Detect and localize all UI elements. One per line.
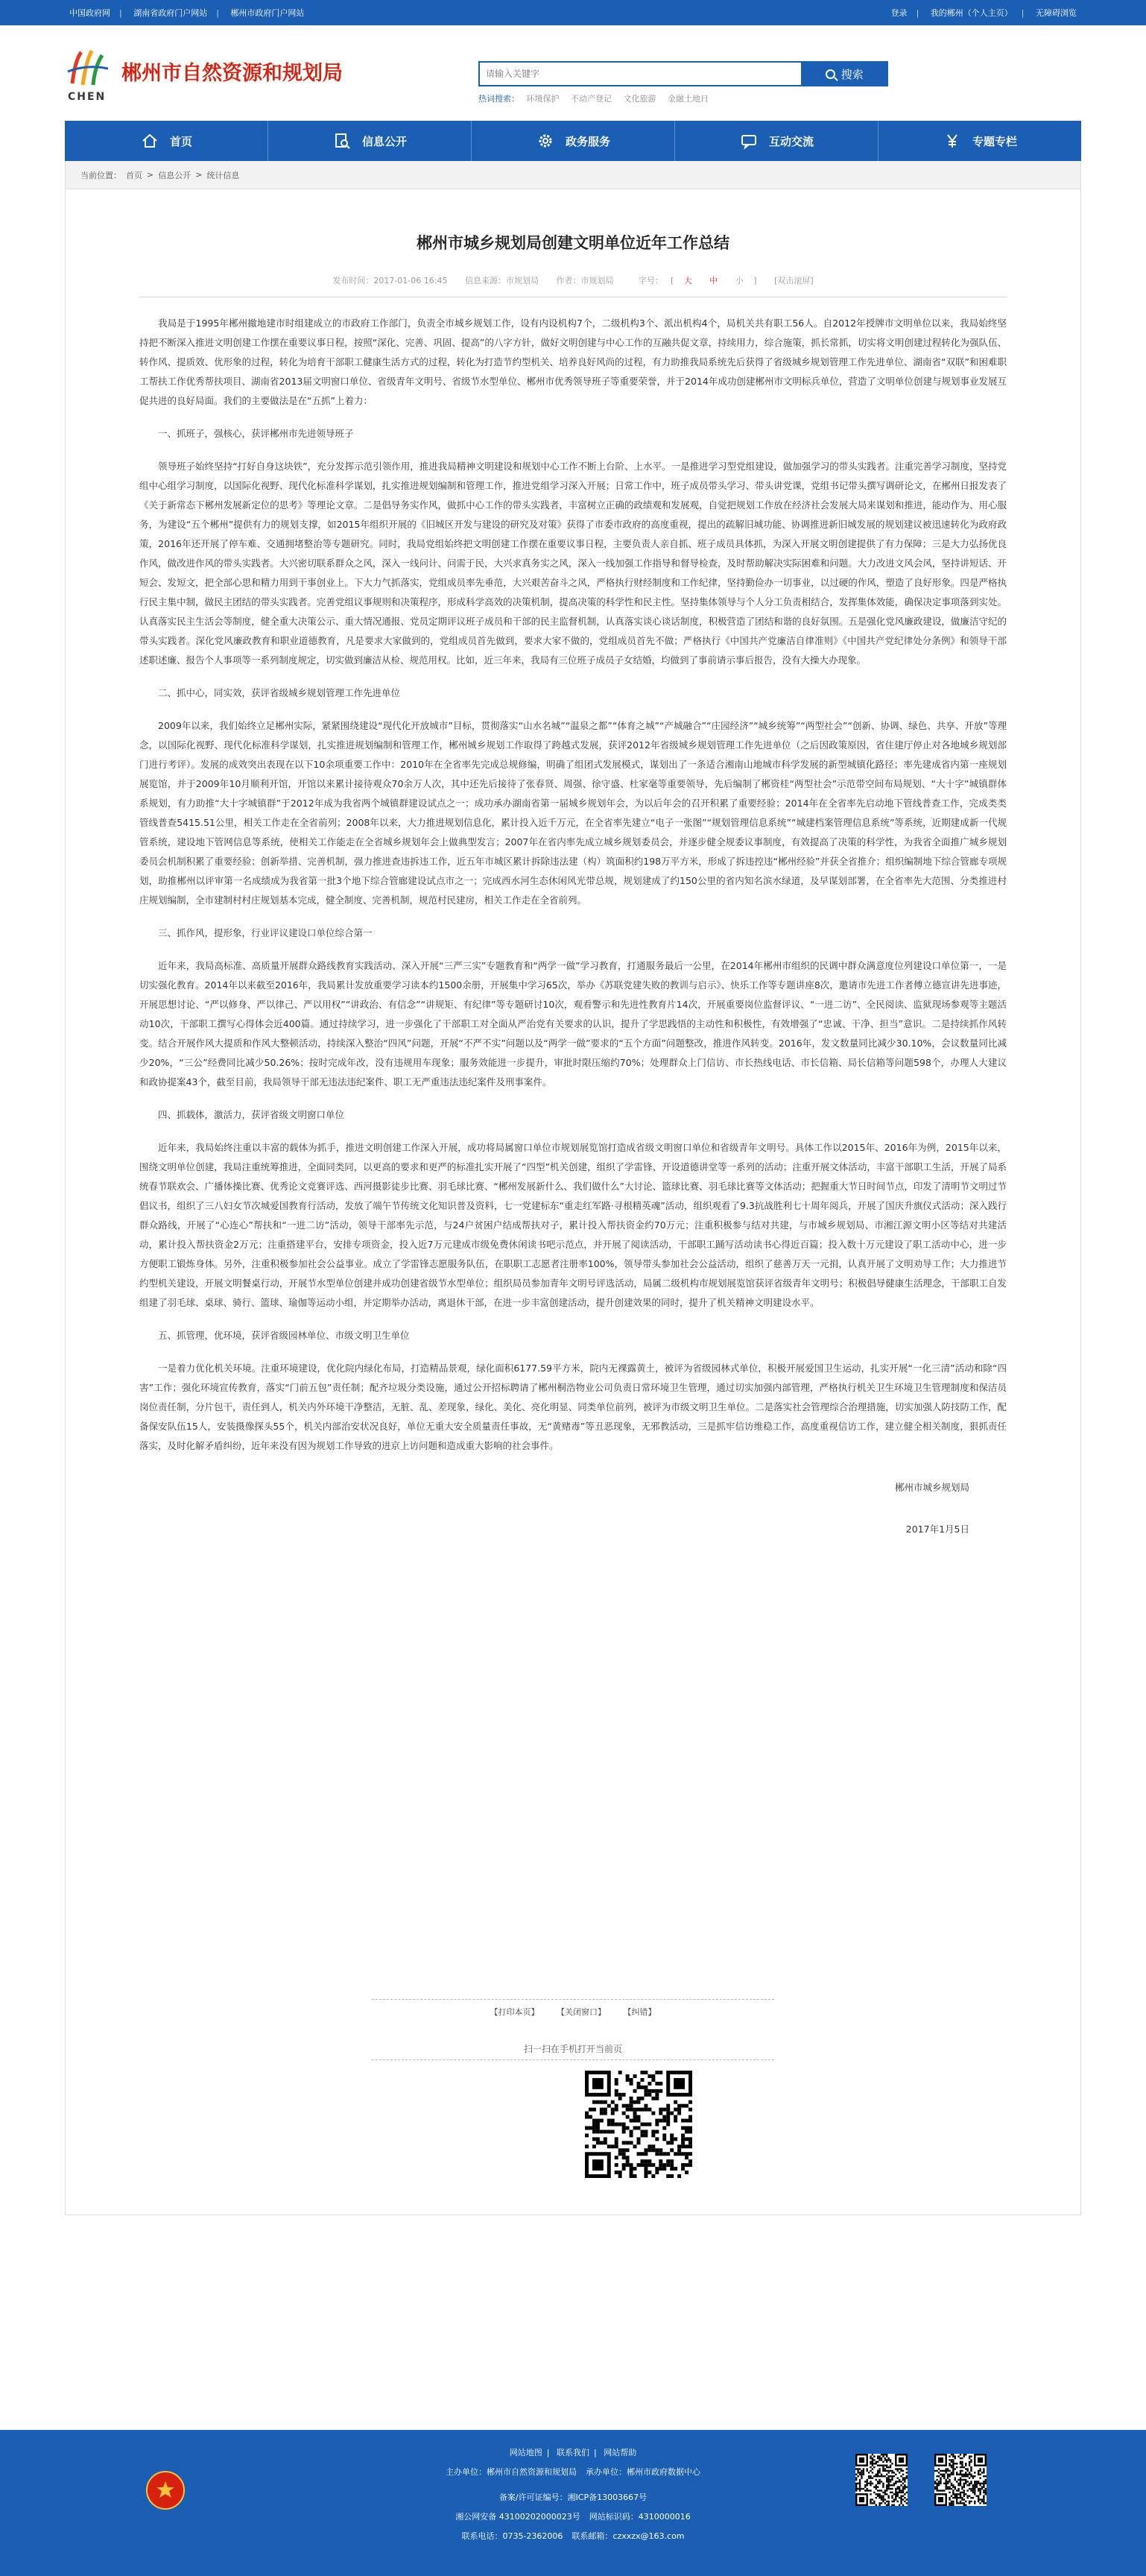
scroll-toggle[interactable]: [双击滚屏] — [774, 276, 814, 285]
nav-item-interact[interactable] — [675, 121, 879, 161]
sitemap-link[interactable]: 网站地图 — [509, 2448, 542, 2457]
section-heading: 四、抓载体，激活力，获评省级文明窗口单位 — [158, 1109, 345, 1120]
font-size-small[interactable]: 小 — [735, 276, 744, 285]
logo-sub-text: CHEN — [68, 91, 107, 103]
signature-line: 郴州市城乡规划局 — [894, 1482, 969, 1493]
top-right-links: 登录 | 我的郴州（个人主页） | 无障碍浏览 — [890, 8, 1077, 18]
gear-icon — [536, 131, 555, 151]
logo-mark-icon — [65, 46, 111, 101]
breadcrumb — [65, 161, 1081, 189]
footer-police[interactable]: 湘公网安备 43100202000023号 — [455, 2512, 580, 2522]
footer-email: 联系邮箱：czxxzx@163.com — [572, 2531, 685, 2541]
footer-host: 承办单位：郴州市政府数据中心 — [586, 2467, 700, 2477]
footer-sponsor: 主办单位：郴州市自然资源和规划局 — [446, 2467, 577, 2477]
contact-link[interactable]: 联系我们 — [557, 2448, 589, 2457]
footer-links: 网站地图 | 联系我们 | 网站帮助 — [509, 2448, 637, 2457]
breadcrumb-sep: > — [195, 170, 203, 180]
article-paragraph: 2009年以来，我们始终立足郴州实际，紧紧围绕建设“现代化开放城市”目标，贯彻落实“山水名城”“温泉之都”“体育之城”“产城融合”“庄园经济”“城乡统筹”“两型社会”“创新、协调、绿色、共享、开放”等理念，以国际化视野、现代化标准科学谋划，扎实推进规划编制和管理工作，郴州城乡规划工作取得了跨越式发展，获评2012年省级城乡规划管理工作先进单位（之后因政策原因，省住建厅停止对各地城乡规划部门进行考评）。发展的成效突出表现在以下10余项重要工作中：2010年在全省率先完成总规修编，明确了组团式发展模式，谋划出了一条适合湘南山地城市科学发展的新型城镇化路径；率先建成省内第一座规划展览馆，并于2009年10月顺利开馆，开馆以来累计接待观众70余万人次，其中还先后接待了张春贤、周强、徐守盛、杜家毫等重要领导，先后编制了郴资桂“两型社会”示范带空间布局规划、“大十字”城镇群体系规划，有力助推“大十字城镇群”于2012年成为我省两个城镇群建设试点之一；成功承办湖南省第一届城乡规划年会，为以后年会的召开积累了重要经验；2014年在全省率先启动地下管线普查工作，完成类类管线普查5415.51公里，相关工作走在全省前列；2008年以来，大力推进规划信息化，累计投入近千万元，在全省率先建立“电子一张图”“规划管理信息系统”“城建档案管理信息系统”等系统，近期建成新一代规管系统，建设地下管网信息等系统，使相关工作能走在全省城乡规划年会上做典型发言；2007年在省内率先成立城乡规划委员会，并逐步健全规委议事制度，有效提高了决策的科学性，为我省全面推广城乡规划委员会机制积累了重要经验；创新举措、完善机制，强力推进查违拆违工作，近五年市城区累计拆除违法建（构）筑面积约198万平方米，形成了拆违控违“郴州经验”并获全省推介；组织编制地下综合管廊专项规划，助推郴州以评审第一名成绩成为我省第一批3个地下综合管廊建设试点市之一；完成西水河生态休闲风光带总规，规划建成了约150公里的省内知名滨水绿道，及早谋划部署，在全省率先大范围、分类推进村庄规划编制，全市建制村村庄规划基本完成，健全制度、完善机制，规范村民建房，相关工作走在全省前列。 — [139, 720, 1007, 906]
footer-qr-code-1 — [855, 2454, 908, 2506]
section-heading: 一、抓班子，强核心，获评郴州市先进领导班子 — [158, 428, 354, 439]
breadcrumb-sep: > — [147, 170, 154, 180]
search-input[interactable] — [478, 61, 801, 86]
footer-icp[interactable]: 备案/许可证编号：湘ICP备13003667号 — [498, 2493, 648, 2502]
scan-label: 扫一扫在手机打开当前页 — [523, 2044, 622, 2054]
font-size-large[interactable]: 大 — [683, 276, 692, 285]
article-title: 郴州市城乡规划局创建文明单位近年工作总结 — [417, 234, 729, 252]
breadcrumb-prefix: 当前位置： — [80, 170, 121, 180]
article-paragraph: 一是着力优化机关环境。注重环境建设，优化院内绿化布局，打造精品景观，绿化面积6177.59平方米，院内无裸露黄土，被评为省级园林式单位，积极开展爱国卫生运动，扎实开展“一化三清”活动和除“四害”工作；强化环境宣传教育，落实“门前五包”责任制；配齐垃圾分类设施，通过公开招标聘请了郴州桐浩物业公司负责日常环境卫生管理，通过切实加强内部管理，严格执行机关卫生环境卫生管理制度和保洁员岗位责任制，分片包干，责任到人，机关内外环境干净整洁，无脏、乱、差现象，绿化、美化、亮化明显、同类单位前列，被评为市级文明卫生单位。二是落实社会管理综合治理措施，切实加强人防技防工作，配备保安队伍15人，安装摄像探头55个，机关内部治安状况良好，单位无重大安全质量责任事故，无“黄赌毒”等丑恶现象，无邪教活动，三是抓牢信访维稳工作，高度重视信访工作，建立健全相关制度，狠抓责任落实，及时化解矛盾纠纷，近年来没有因为规划工作导致的进京上访问题和造成重大影响的社会事件。 — [139, 1363, 1007, 1451]
article-paragraph: 领导班子始终坚持“打好自身这块铁”，充分发挥示范引领作用，推进我局精神文明建设和规划中心工作不断上台阶、上水平。一是推进学习型党组建设，做加强学习的带头实践者。注重完善学习制度，坚持党组中心组学习制度，以国际化视野、现代化标准科学谋划，扎实推进规划编制和管理工作，推进党组学习深入开展；日常工作中，班子成员带头学习、带头讲党课，党组书记带头撰写调研论文，在郴州日报发表了《关于新常态下郴州发展新定位的思考》等理论文章。二是倡导务实作风，做抓中心工作的带头实践者，丰富树立正确的政绩观和发展观，自觉把规划工作放在经济社会发展大局来谋划和推进，能动作为、用心服务，为建设“五个郴州”提供有力的规划支撑，如2015年组织开展的《旧城区开发与建设的研究及对策》获得了市委市政府的高度重视，提出的疏解旧城功能、协调推进新旧城发展的规划建议被迅速转化为政府政策，2016年还开展了停车难、交通拥堵整治等专题研究。同时，我局党组始终把文明创建工作摆在重要议事日程，主要负责人亲自抓、班子成员具体抓，为深入开展文明创建提供了有力保障；三是大力弘扬优良作风，做改进作风的带头实践者。大兴密切联系群众之风，深入一线问计、问需于民，大兴求真务实之风，深入一线加强工作指导和督导检查，及时帮助解决实际困难和问题。大力改进文风会风，坚持讲短话、开短会、发短文，把全部心思和精力用到干事创业上。下大力气抓落实，党组成员率先垂范，大兴艰苦奋斗之风，严格执行财经制度和工作纪律，坚持勤俭办一切事业，以过硬的作风，塑造了良好形象。四是严格执行民主集中制，做民主团结的带头实践者。完善党组议事规则和决策程序，形成科学高效的决策机制，提高决策的科学性和民主性。坚持集体领导与个人分工负责相结合，发挥集体效能，确保决定事项落到实处。认真落实民主生活会等制度，健全重大决策公示、重大情况通报、党员定期评议班子成员和干部的民主监督机制，认真落实谈心谈话制度，积极营造了团结和谐的良好氛围。五是强化党风廉政建设，做廉洁守纪的带头实践者。深化党风廉政教育和职业道德教育，凡是要求大家做到的，党组成员首先做到，要求大家不做的，党组成员首先不做；严格执行《中国共产党廉洁自律准则》《中国共产党纪律处分条例》和领导干部述职述廉、报告个人事项等一系列制度规定，切实做到廉洁从检、规范用权。比如，近三年来，我局有三位班子成员子女结婚，均做到了事前请示事后报告，没有大操大办现象。 — [139, 461, 1007, 666]
section-heading: 三、抓作风，提形象，行业评议建设口单位综合第一 — [158, 927, 373, 938]
breadcrumb-item[interactable]: 首页 — [126, 170, 142, 180]
article-paragraph: 近年来，我局高标准、高质量开展群众路线教育实践活动、深入开展“三严三实”专题教育和“两学一做”学习教育，打通服务最后一公里，在2014年郴州市组织的民调中群众满意度位列建设口单位第一，一是切实强化教育。2014年以来截至2016年，我局累计发放重要学习读本约1500余册，开展集中学习65次，举办《苏联党建失败的教训与启示》、快乐工作等专题讲座8次，邀请市先进工作者傅立德宣讲先进事迹，开展思想讨论、“严以修身、严以律己、严以用权”“讲政治、有信念”“讲规矩、有纪律”等专题研讨10次，观看警示和先进性教育片14次，开展重要岗位监督评议、“一进二访”、全民阅读、监狱现场参观等主题活动10次，干部职工撰写心得体会近400篇。通过持续学习，进一步强化了干部职工对全面从严治党有关要求的认识，提升了学思践悟的主动性和积极性，有效增强了“忠诚、干净、担当”意识。二是持续抓作风转变。结合开展作风大提质和作风大整顿活动，持续深入整治“四风”问题，开展“不严不实”问题以及“两学一做”要求的“五个方面”问题整改，推进作风转变。2016年，发文数量同比减少30.10%，会议数量同比减少20%，“三公”经费同比减少50.26%；按时完成年改，没有违规用车现象；服务效能进一步提升，审批时限压缩约70%；处理群众上门信访、市长热线电话、市长信箱、局长信箱等问题598个，办理人大建议和政协提案43个，截至目前，我局领导干部无违法违纪案件、职工无严重违法违纪案件及刑事案件。 — [139, 960, 1007, 1087]
hot-words-label: 热词搜索： — [478, 94, 519, 104]
article-tools — [66, 1999, 1080, 2018]
section-heading: 五、抓管理，优环境，获评省级园林单位、市级文明卫生单位 — [158, 1330, 410, 1341]
site-title: 郴州市自然资源和规划局 — [121, 61, 343, 85]
breadcrumb-item[interactable]: 信息公开 — [158, 170, 191, 180]
search-button-label: 搜索 — [840, 67, 864, 81]
font-size-label: 字号： — [638, 276, 663, 285]
correct-button[interactable]: 【纠错】 — [623, 2007, 656, 2017]
search-area — [478, 61, 888, 104]
font-size-mid[interactable]: 中 — [709, 276, 718, 285]
nav-label: 信息公开 — [361, 134, 407, 148]
nav-label: 专题专栏 — [972, 134, 1017, 148]
site-header — [0, 25, 1146, 121]
top-left-links: 中国政府网 | 湖南省政府门户网站 | 郴州市政府门户网站 — [69, 8, 305, 18]
print-button[interactable]: 【打印本页】 — [490, 2007, 539, 2017]
section-heading: 二、抓中心，同实效，获评省级城乡规划管理工作先进单位 — [158, 687, 401, 698]
top-bar — [0, 0, 1146, 25]
page-qr-code — [585, 2071, 692, 2178]
search-doc-icon — [332, 131, 352, 151]
hot-word[interactable]: 环境保护 — [526, 94, 560, 104]
signature-line: 2017年1月5日 — [905, 1524, 969, 1535]
site-logo[interactable] — [65, 46, 343, 101]
nav-label: 政务服务 — [565, 134, 610, 148]
footer-phone: 联系电话：0735-2362006 — [461, 2531, 563, 2541]
nav-item-home[interactable] — [65, 121, 268, 161]
nav-item-topics[interactable] — [879, 121, 1081, 161]
my-chenzhou-link[interactable]: 我的郴州（个人主页） — [930, 8, 1013, 18]
link-hunan-gov[interactable]: 湖南省政府门户网站 — [133, 8, 208, 18]
article-container — [65, 189, 1081, 2215]
chat-icon — [739, 131, 759, 151]
close-window-button[interactable]: 【关闭窗口】 — [557, 2007, 606, 2017]
hot-word[interactable]: 不动产登记 — [571, 94, 612, 104]
search-button[interactable] — [801, 61, 888, 86]
article-paragraph: 我局是于1995年郴州撤地建市时组建成立的市政府工作部门，负责全市城乡规划工作，设有内设机构7个，二级机构3个、派出机构4个，局机关共有职工56人。自2012年授牌市文明单位以来，我局始终坚持把不断深入推进文明创建工作摆在重要议事日程，按照“深化、完善、巩固、提高”的八字方针，做好文明创建与中心工作的互融共促文章，持续用力，综合施策，抓长常抓，切实将文明创建过程转化为强队伍、转作风、提质效、优形象的过程，转化为培育干部职工健康生活方式的过程，转化为打造节约型机关、培养良好风尚的过程，有力助推我局系统先后获得了省级城乡规划管理工作先进单位、湖南省“双联”和困难职工帮扶工作优秀帮扶项目、湖南省2013届文明窗口单位、省级青年文明号、省级节水型单位、郴州市优秀领导班子等重要荣誉，并于2014年成功创建郴州市文明标兵单位，营造了文明单位创建与规划事业发展互促共进的良好局面。我们的主要做法是在“五抓”上着力： — [139, 318, 1007, 406]
article-meta — [66, 274, 1080, 286]
article-paragraph: 近年来，我局始终注重以丰富的载体为抓手，推进文明创建工作深入开展，成功将局属窗口单位市规划展览馆打造成省级文明窗口单位和省级青年文明号。具体工作以2015年、2016年为例，2015年以来，围绕文明单位创建，我局注重统筹推进，全面同类同，以更高的要求和更严的标准扎实开展了“四型”机关创建，组织了学雷锋、开设道德讲堂等一系列的活动；注重开展文体活动，丰富干部职工生活，开展了局系统春节联欢会、广播体操比赛、优秀论文竞赛评选、西河摄影徒步比赛、羽毛球比赛、“郴州发展新什么、我们做什么”大讨论、篮球比赛、羽毛球比赛等文体活动；把握重大节日时间节点，印发了清明节文明过节倡议书，组织了三八妇女节次城爱国教育行活动，发放了端午节传统文化知识普及资料，七一党建标东“重走红军路·寻根精英魂”活动，组织观看了9.3抗战胜利七十周年阅兵，开展了国庆升旗仪式活动；深入践行群众路线，开展了“心连心”帮扶和“一进二访”活动，领导干部率先示范，与24户贫困户结成帮扶对子，累计投入帮扶资金约70万元；注重积极参与结对共建，与市城乡规划局、市湘江源文明小区等结对共建活动，累计投入帮扶资金2万元；注重搭建平台，安排专项资金，投入近7万元建成市级免费休闲读书吧示范点，并开展了阅读活动，干部职工踊写活动读书心得近百篇；投入数十万元建设了职工活动中心，进一步方便职工锻炼身体。另外，注重积极参加社会公益事业。成立了学雷锋志愿服务队伍，在职职工志愿者注册率100%，领导带头参加社会公益活动，组织了慈善万天一元捐，认真开展了文明劝导工作；大力推进节约型机关建设，开展文明餐桌行动，开展节水型单位创建并成功创建省级节水型单位；组织局员参加青年文明号评选活动，局属二级机构市规划展览馆获评省级青年文明号；积极倡导健康生活理念，干部职工自发组建了羽毛球、桌球、骑行、篮球、瑜伽等运动小组，并定期举办活动，离退休干部，在进一步丰富创建活动，提升创建效果的同时，提升了机关精神文明建设水平。 — [139, 1142, 1007, 1308]
scan-hint — [66, 2042, 1080, 2060]
help-link[interactable]: 网站帮助 — [604, 2448, 637, 2457]
nav-item-info[interactable] — [268, 121, 472, 161]
hot-word[interactable]: 文化旅游 — [623, 94, 656, 104]
link-chenzhou-gov[interactable]: 郴州市政府门户网站 — [230, 8, 305, 18]
footer-qr-code-2 — [934, 2454, 987, 2506]
info-source: 信息来源：市规划局 — [464, 276, 539, 285]
main-nav — [65, 121, 1081, 161]
home-icon — [140, 131, 159, 151]
nav-label: 互动交流 — [768, 134, 814, 148]
link-gov-cn[interactable]: 中国政府网 — [69, 8, 110, 18]
search-icon — [826, 69, 835, 79]
breadcrumb-item[interactable]: 统计信息 — [206, 170, 240, 180]
hot-words — [478, 92, 888, 104]
login-link[interactable]: 登录 — [890, 8, 908, 18]
font-size-control: 字号： [ 大 中 小 ] — [638, 276, 757, 285]
hot-word[interactable]: 金融土地日 — [668, 94, 709, 104]
author: 作者：市规划局 — [556, 276, 614, 285]
article-body — [139, 314, 1007, 1539]
site-footer — [0, 2430, 1146, 2576]
publish-date: 发布时间：2017-01-06 16:45 — [332, 276, 448, 285]
nav-label: 首页 — [169, 134, 192, 148]
accessibility-link[interactable]: 无障碍浏览 — [1036, 8, 1077, 18]
nav-item-service[interactable] — [472, 121, 675, 161]
yen-icon — [943, 131, 962, 151]
footer-site-code: 网站标识码：4310000016 — [589, 2512, 691, 2522]
